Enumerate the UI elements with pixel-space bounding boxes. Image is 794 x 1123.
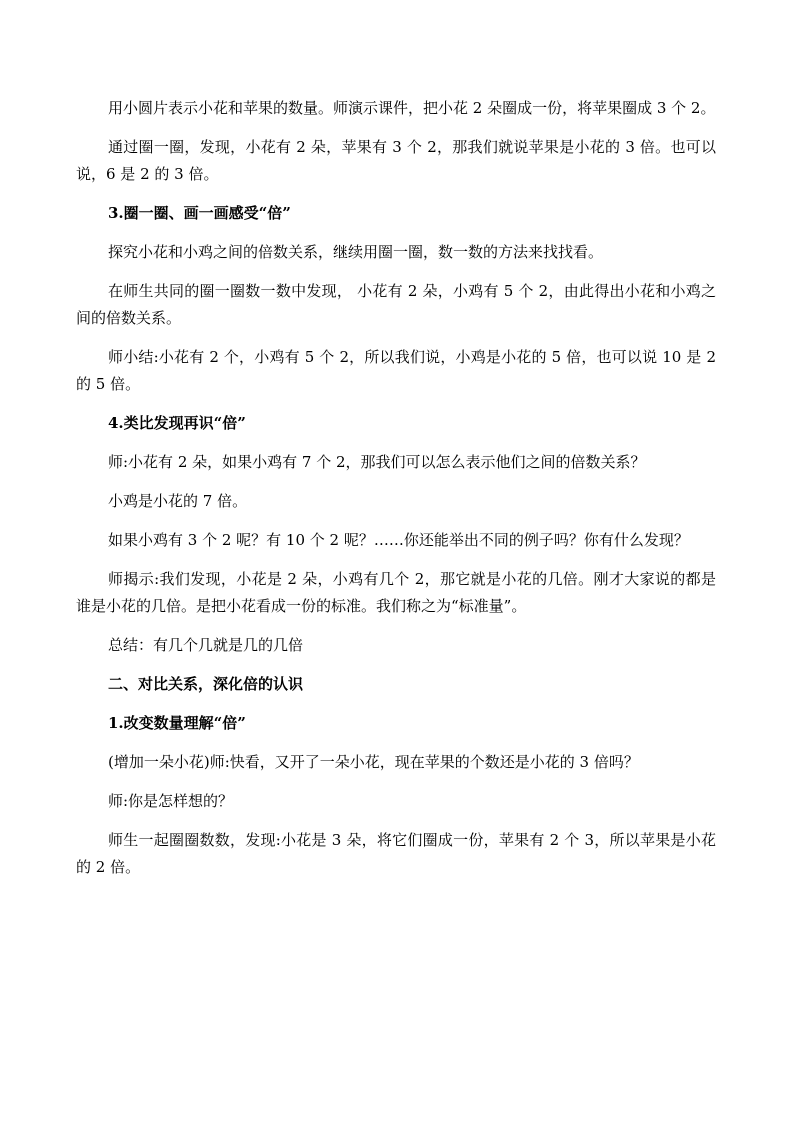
paragraph-1: 用小圆片表示小花和苹果的数量。师演示课件，把小花 2 朵圈成一份，将苹果圈成 3 个 2。 <box>108 99 716 117</box>
paragraph-3: 探究小花和小鸡之间的倍数关系，继续用圈一圈，数一数的方法来找找看。 <box>108 243 604 261</box>
document-body <box>76 95 716 893</box>
paragraph-7: 小鸡是小花的 7 倍。 <box>108 492 248 510</box>
paragraph-4: 在师生共同的圈一圈数一数中发现， 小花有 2 朵，小鸡有 5 个 2，由此得出小花和小鸡之间的倍数关系。 <box>76 282 716 327</box>
part-heading-2: 二、对比关系，深化倍的认识 <box>108 675 304 693</box>
section-heading-3: 3.圈一圈、画一画感受“倍” <box>108 204 291 222</box>
paragraph-12: 师生一起圈圈数数，发现:小花是 3 朵，将它们圈成一份，苹果有 2 个 3，所以苹果是小花的 2 倍。 <box>76 831 716 876</box>
paragraph-6: 师:小花有 2 朵，如果小鸡有 7 个 2，那我们可以怎么表示他们之间的倍数关系？ <box>108 453 646 471</box>
paragraph-10: (增加一朵小花)师:快看，又开了一朵小花，现在苹果的个数还是小花的 3 倍吗？ <box>108 753 639 771</box>
paragraph-11: 师:你是怎样想的？ <box>108 792 234 810</box>
paragraph-9: 师揭示:我们发现，小花是 2 朵，小鸡有几个 2，那它就是小花的几倍。刚才大家说的都是谁是小花的几倍。是把小花看成一份的标准。我们称之为“标准量”。 <box>76 570 716 615</box>
paragraph-8: 如果小鸡有 3 个 2 呢？有 10 个 2 呢？……你还能举出不同的例子吗？你有什么发现？ <box>108 531 689 549</box>
paragraph-5: 师小结:小花有 2 个，小鸡有 5 个 2，所以我们说，小鸡是小花的 5 倍，也可以说 10 是 2 的 5 倍。 <box>76 348 716 393</box>
section-heading-1: 1.改变数量理解“倍” <box>108 714 246 732</box>
paragraph-2: 通过圈一圈，发现，小花有 2 朵，苹果有 3 个 2，那我们就说苹果是小花的 3 倍。也可以说，6 是 2 的 3 倍。 <box>76 138 716 183</box>
summary-paragraph: 总结：有几个几就是几的几倍 <box>108 636 304 654</box>
section-heading-4: 4.类比发现再识“倍” <box>108 414 246 432</box>
